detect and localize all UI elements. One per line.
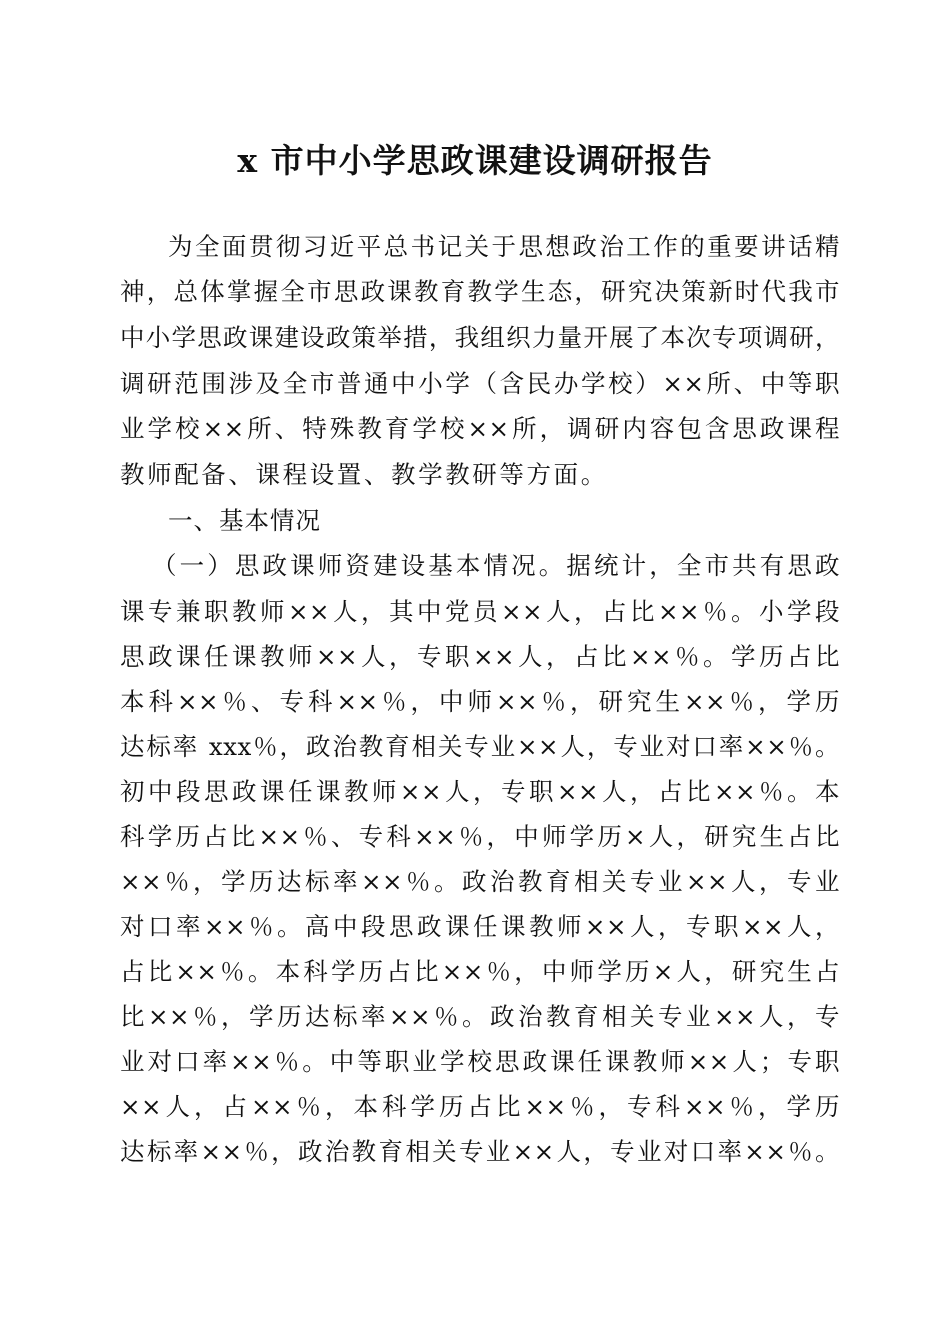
subsection-line-4: 本科××％、专科××％，中师××％，研究生××％，学历: [120, 687, 840, 716]
subsection-line-5: 达标率 xxx％，政治教育相关专业××人，专业对口率××％。: [120, 732, 840, 761]
section-heading: 一、基本情况: [168, 506, 321, 535]
subsection-line-6: 初中段思政课任课教师××人，专职××人，占比××％。本: [120, 777, 840, 806]
subsection-line-2: 课专兼职教师××人，其中党员××人，占比××％。小学段: [120, 597, 840, 626]
subsection-line-8: ××％，学历达标率××％。政治教育相关专业××人，专业: [120, 867, 840, 896]
intro-line-4: 调研范围涉及全市普通中小学（含民办学校）××所、中等职: [120, 369, 840, 398]
subsection-line-7: 科学历占比××％、专科××％，中师学历×人，研究生占比: [120, 822, 840, 851]
subsection-line-14: 达标率××％，政治教育相关专业××人，专业对口率××％。: [120, 1137, 840, 1166]
intro-line-5: 业学校××所、特殊教育学校××所，调研内容包含思政课程: [120, 414, 840, 443]
subsection-line-3: 思政课任课教师××人，专职××人，占比××％。学历占比: [120, 642, 840, 671]
subsection-line-1: （一）思政课师资建设基本情况。据统计，全市共有思政: [152, 551, 840, 580]
subsection-line-13: ××人，占××％，本科学历占比××％，专科××％，学历: [120, 1092, 840, 1121]
document-title: x 市中小学思政课建设调研报告: [237, 141, 713, 180]
subsection-line-12: 业对口率××％。中等职业学校思政课任课教师××人；专职: [120, 1047, 840, 1076]
subsection-line-11: 比××％，学历达标率××％。政治教育相关专业××人，专: [120, 1002, 840, 1031]
intro-line-2: 神，总体掌握全市思政课教育教学生态，研究决策新时代我市: [120, 277, 840, 306]
intro-line-6: 教师配备、课程设置、教学教研等方面。: [120, 460, 608, 489]
intro-line-1: 为全面贯彻习近平总书记关于思想政治工作的重要讲话精: [168, 232, 840, 261]
subsection-line-9: 对口率××％。高中段思政课任课教师××人，专职××人，: [120, 912, 840, 941]
subsection-line-10: 占比××％。本科学历占比××％，中师学历×人，研究生占: [120, 957, 840, 986]
intro-line-3: 中小学思政课建设政策举措，我组织力量开展了本次专项调研，: [120, 323, 840, 352]
